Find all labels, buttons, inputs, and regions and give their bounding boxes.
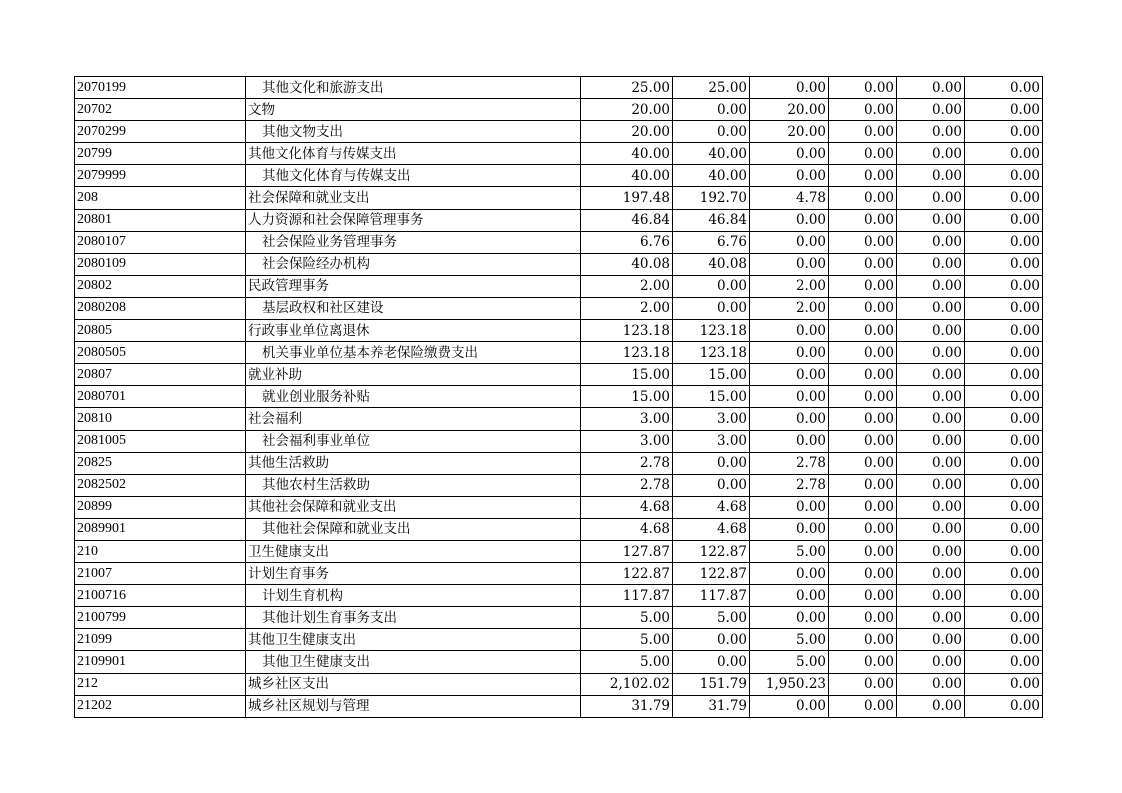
amount-cell: 0.00 [829,496,897,518]
amount-cell: 0.00 [965,99,1043,121]
subject-name-cell: 其他生活救助 [246,452,581,474]
table-row [75,209,1043,231]
amount-cell: 0.00 [750,209,829,231]
amount-cell: 20.00 [750,121,829,143]
amount-cell: 0.00 [829,651,897,673]
table-row [75,695,1043,717]
table-row [75,364,1043,386]
amount-cell: 0.00 [829,209,897,231]
amount-cell: 0.00 [829,585,897,607]
subject-name-cell: 人力资源和社会保障管理事务 [246,209,581,231]
amount-cell: 0.00 [897,452,965,474]
subject-name-cell: 其他卫生健康支出 [246,651,581,673]
amount-cell: 0.00 [829,77,897,99]
amount-cell: 40.08 [673,253,750,275]
amount-cell: 122.87 [581,563,673,585]
amount-cell: 31.79 [673,695,750,717]
amount-cell: 0.00 [897,320,965,342]
amount-cell: 0.00 [897,231,965,253]
amount-cell: 0.00 [829,408,897,430]
table-row [75,673,1043,695]
amount-cell: 0.00 [897,540,965,562]
amount-cell: 40.00 [673,165,750,187]
amount-cell: 0.00 [750,342,829,364]
amount-cell: 0.00 [965,563,1043,585]
amount-cell: 25.00 [581,77,673,99]
subject-code-cell: 2100799 [75,607,246,629]
amount-cell: 0.00 [965,651,1043,673]
amount-cell: 122.87 [673,540,750,562]
subject-name-cell: 其他卫生健康支出 [246,629,581,651]
amount-cell: 40.08 [581,253,673,275]
amount-cell: 1,950.23 [750,673,829,695]
subject-name-cell: 其他社会保障和就业支出 [246,518,581,540]
amount-cell: 0.00 [750,253,829,275]
amount-cell: 0.00 [829,540,897,562]
amount-cell: 5.00 [581,607,673,629]
amount-cell: 0.00 [965,275,1043,297]
subject-code-cell: 21099 [75,629,246,651]
amount-cell: 15.00 [673,364,750,386]
subject-code-cell: 2070299 [75,121,246,143]
amount-cell: 0.00 [965,342,1043,364]
amount-cell: 3.00 [581,408,673,430]
subject-name-cell: 其他文化和旅游支出 [246,77,581,99]
subject-name-cell: 其他文化体育与传媒支出 [246,143,581,165]
amount-cell: 0.00 [829,430,897,452]
amount-cell: 0.00 [750,77,829,99]
amount-cell: 0.00 [965,585,1043,607]
amount-cell: 5.00 [750,629,829,651]
amount-cell: 5.00 [581,629,673,651]
amount-cell: 0.00 [673,275,750,297]
amount-cell: 0.00 [965,165,1043,187]
amount-cell: 0.00 [897,121,965,143]
amount-cell: 46.84 [673,209,750,231]
amount-cell: 0.00 [829,629,897,651]
table-row [75,320,1043,342]
subject-name-cell: 文物 [246,99,581,121]
amount-cell: 123.18 [673,342,750,364]
amount-cell: 0.00 [897,563,965,585]
amount-cell: 122.87 [673,563,750,585]
subject-code-cell: 20810 [75,408,246,430]
amount-cell: 31.79 [581,695,673,717]
amount-cell: 0.00 [673,629,750,651]
subject-name-cell: 社会保障和就业支出 [246,187,581,209]
table-row [75,607,1043,629]
amount-cell: 15.00 [673,386,750,408]
amount-cell: 0.00 [965,297,1043,319]
subject-name-cell: 其他社会保障和就业支出 [246,496,581,518]
amount-cell: 0.00 [897,408,965,430]
table-row [75,386,1043,408]
amount-cell: 40.00 [581,143,673,165]
amount-cell: 20.00 [750,99,829,121]
table-row [75,187,1043,209]
amount-cell: 20.00 [581,99,673,121]
amount-cell: 0.00 [750,563,829,585]
amount-cell: 0.00 [829,673,897,695]
amount-cell: 0.00 [897,209,965,231]
subject-code-cell: 20899 [75,496,246,518]
amount-cell: 0.00 [897,673,965,695]
subject-name-cell: 社会保险经办机构 [246,253,581,275]
amount-cell: 0.00 [965,540,1043,562]
amount-cell: 0.00 [673,99,750,121]
subject-code-cell: 2082502 [75,474,246,496]
amount-cell: 2,102.02 [581,673,673,695]
table-row [75,474,1043,496]
subject-name-cell: 卫生健康支出 [246,540,581,562]
amount-cell: 3.00 [673,430,750,452]
amount-cell: 0.00 [897,585,965,607]
amount-cell: 0.00 [897,297,965,319]
amount-cell: 0.00 [965,629,1043,651]
subject-name-cell: 基层政权和社区建设 [246,297,581,319]
amount-cell: 0.00 [750,518,829,540]
amount-cell: 0.00 [829,518,897,540]
amount-cell: 0.00 [829,275,897,297]
amount-cell: 2.00 [750,297,829,319]
subject-code-cell: 2080109 [75,253,246,275]
amount-cell: 0.00 [897,364,965,386]
amount-cell: 0.00 [829,121,897,143]
table-row [75,275,1043,297]
table-row [75,651,1043,673]
amount-cell: 0.00 [750,607,829,629]
amount-cell: 5.00 [673,607,750,629]
subject-code-cell: 2081005 [75,430,246,452]
amount-cell: 0.00 [750,320,829,342]
amount-cell: 0.00 [965,209,1043,231]
table-row [75,563,1043,585]
amount-cell: 0.00 [829,364,897,386]
amount-cell: 4.68 [581,496,673,518]
subject-code-cell: 2109901 [75,651,246,673]
amount-cell: 2.78 [750,452,829,474]
amount-cell: 0.00 [965,695,1043,717]
amount-cell: 0.00 [750,231,829,253]
subject-code-cell: 2080107 [75,231,246,253]
amount-cell: 0.00 [829,297,897,319]
amount-cell: 0.00 [897,496,965,518]
subject-code-cell: 208 [75,187,246,209]
table-row [75,99,1043,121]
amount-cell: 40.00 [673,143,750,165]
subject-name-cell: 社会福利事业单位 [246,430,581,452]
table-row [75,629,1043,651]
amount-cell: 0.00 [897,629,965,651]
amount-cell: 123.18 [581,342,673,364]
subject-code-cell: 20702 [75,99,246,121]
table-row [75,342,1043,364]
subject-name-cell: 就业补助 [246,364,581,386]
amount-cell: 0.00 [965,386,1043,408]
subject-code-cell: 212 [75,673,246,695]
amount-cell: 40.00 [581,165,673,187]
amount-cell: 0.00 [897,275,965,297]
table-row [75,518,1043,540]
subject-name-cell: 民政管理事务 [246,275,581,297]
subject-code-cell: 20825 [75,452,246,474]
amount-cell: 0.00 [750,143,829,165]
subject-code-cell: 20802 [75,275,246,297]
amount-cell: 0.00 [829,187,897,209]
amount-cell: 2.78 [581,474,673,496]
amount-cell: 123.18 [581,320,673,342]
amount-cell: 0.00 [965,430,1043,452]
amount-cell: 2.00 [581,275,673,297]
amount-cell: 0.00 [897,187,965,209]
amount-cell: 0.00 [829,143,897,165]
amount-cell: 0.00 [829,253,897,275]
amount-cell: 0.00 [897,518,965,540]
amount-cell: 117.87 [581,585,673,607]
amount-cell: 2.78 [750,474,829,496]
amount-cell: 0.00 [750,408,829,430]
subject-code-cell: 2079999 [75,165,246,187]
amount-cell: 0.00 [965,121,1043,143]
subject-code-cell: 20801 [75,209,246,231]
table-row [75,452,1043,474]
amount-cell: 0.00 [673,452,750,474]
amount-cell: 2.00 [581,297,673,319]
amount-cell: 0.00 [897,143,965,165]
amount-cell: 151.79 [673,673,750,695]
amount-cell: 0.00 [829,452,897,474]
amount-cell: 0.00 [750,364,829,386]
table-body [75,77,1043,718]
table-row [75,430,1043,452]
amount-cell: 0.00 [829,342,897,364]
amount-cell: 4.78 [750,187,829,209]
subject-name-cell: 就业创业服务补贴 [246,386,581,408]
amount-cell: 25.00 [673,77,750,99]
amount-cell: 0.00 [965,408,1043,430]
amount-cell: 0.00 [965,253,1043,275]
amount-cell: 6.76 [673,231,750,253]
amount-cell: 0.00 [897,430,965,452]
amount-cell: 0.00 [829,231,897,253]
subject-name-cell: 其他计划生育事务支出 [246,607,581,629]
amount-cell: 4.68 [673,496,750,518]
subject-code-cell: 20807 [75,364,246,386]
subject-name-cell: 其他农村生活救助 [246,474,581,496]
amount-cell: 0.00 [829,386,897,408]
amount-cell: 0.00 [965,452,1043,474]
amount-cell: 0.00 [750,496,829,518]
amount-cell: 0.00 [829,320,897,342]
amount-cell: 0.00 [965,187,1043,209]
amount-cell: 0.00 [897,77,965,99]
table-row [75,408,1043,430]
amount-cell: 0.00 [829,474,897,496]
table-row [75,77,1043,99]
amount-cell: 0.00 [750,430,829,452]
amount-cell: 0.00 [965,673,1043,695]
subject-code-cell: 20805 [75,320,246,342]
amount-cell: 0.00 [965,364,1043,386]
amount-cell: 0.00 [897,99,965,121]
subject-code-cell: 2089901 [75,518,246,540]
subject-name-cell: 城乡社区规划与管理 [246,695,581,717]
table-row [75,253,1043,275]
amount-cell: 15.00 [581,364,673,386]
subject-name-cell: 计划生育机构 [246,585,581,607]
subject-code-cell: 2080701 [75,386,246,408]
amount-cell: 2.00 [750,275,829,297]
amount-cell: 0.00 [829,695,897,717]
subject-code-cell: 2100716 [75,585,246,607]
amount-cell: 117.87 [673,585,750,607]
amount-cell: 0.00 [897,474,965,496]
amount-cell: 0.00 [897,607,965,629]
amount-cell: 197.48 [581,187,673,209]
amount-cell: 0.00 [965,143,1043,165]
amount-cell: 4.68 [581,518,673,540]
amount-cell: 0.00 [829,563,897,585]
subject-name-cell: 机关事业单位基本养老保险缴费支出 [246,342,581,364]
subject-code-cell: 210 [75,540,246,562]
subject-name-cell: 社会保险业务管理事务 [246,231,581,253]
amount-cell: 3.00 [673,408,750,430]
table-row [75,165,1043,187]
amount-cell: 0.00 [750,165,829,187]
amount-cell: 6.76 [581,231,673,253]
amount-cell: 0.00 [965,474,1043,496]
amount-cell: 0.00 [897,695,965,717]
table-row [75,121,1043,143]
amount-cell: 5.00 [750,540,829,562]
amount-cell: 20.00 [581,121,673,143]
amount-cell: 0.00 [965,607,1043,629]
amount-cell: 0.00 [829,165,897,187]
amount-cell: 0.00 [897,253,965,275]
subject-name-cell: 其他文化体育与传媒支出 [246,165,581,187]
amount-cell: 0.00 [750,386,829,408]
table-row [75,231,1043,253]
budget-table [74,76,1043,718]
subject-name-cell: 其他文物支出 [246,121,581,143]
amount-cell: 127.87 [581,540,673,562]
amount-cell: 0.00 [750,585,829,607]
amount-cell: 0.00 [965,518,1043,540]
amount-cell: 0.00 [897,342,965,364]
subject-name-cell: 行政事业单位离退休 [246,320,581,342]
amount-cell: 5.00 [581,651,673,673]
amount-cell: 46.84 [581,209,673,231]
amount-cell: 0.00 [965,231,1043,253]
subject-code-cell: 2070199 [75,77,246,99]
subject-name-cell: 城乡社区支出 [246,673,581,695]
amount-cell: 0.00 [965,320,1043,342]
amount-cell: 0.00 [897,386,965,408]
amount-cell: 15.00 [581,386,673,408]
amount-cell: 0.00 [673,651,750,673]
subject-code-cell: 21007 [75,563,246,585]
amount-cell: 0.00 [829,99,897,121]
amount-cell: 123.18 [673,320,750,342]
amount-cell: 0.00 [673,474,750,496]
table-row [75,540,1043,562]
table-row [75,496,1043,518]
subject-name-cell: 计划生育事务 [246,563,581,585]
table-row [75,585,1043,607]
amount-cell: 5.00 [750,651,829,673]
amount-cell: 0.00 [829,607,897,629]
subject-name-cell: 社会福利 [246,408,581,430]
amount-cell: 192.70 [673,187,750,209]
amount-cell: 0.00 [750,695,829,717]
amount-cell: 4.68 [673,518,750,540]
subject-code-cell: 21202 [75,695,246,717]
amount-cell: 0.00 [965,496,1043,518]
subject-code-cell: 2080505 [75,342,246,364]
table-row [75,297,1043,319]
amount-cell: 0.00 [673,121,750,143]
amount-cell: 0.00 [897,651,965,673]
amount-cell: 3.00 [581,430,673,452]
amount-cell: 0.00 [673,297,750,319]
amount-cell: 2.78 [581,452,673,474]
amount-cell: 0.00 [965,77,1043,99]
subject-code-cell: 2080208 [75,297,246,319]
amount-cell: 0.00 [897,165,965,187]
table-row [75,143,1043,165]
subject-code-cell: 20799 [75,143,246,165]
